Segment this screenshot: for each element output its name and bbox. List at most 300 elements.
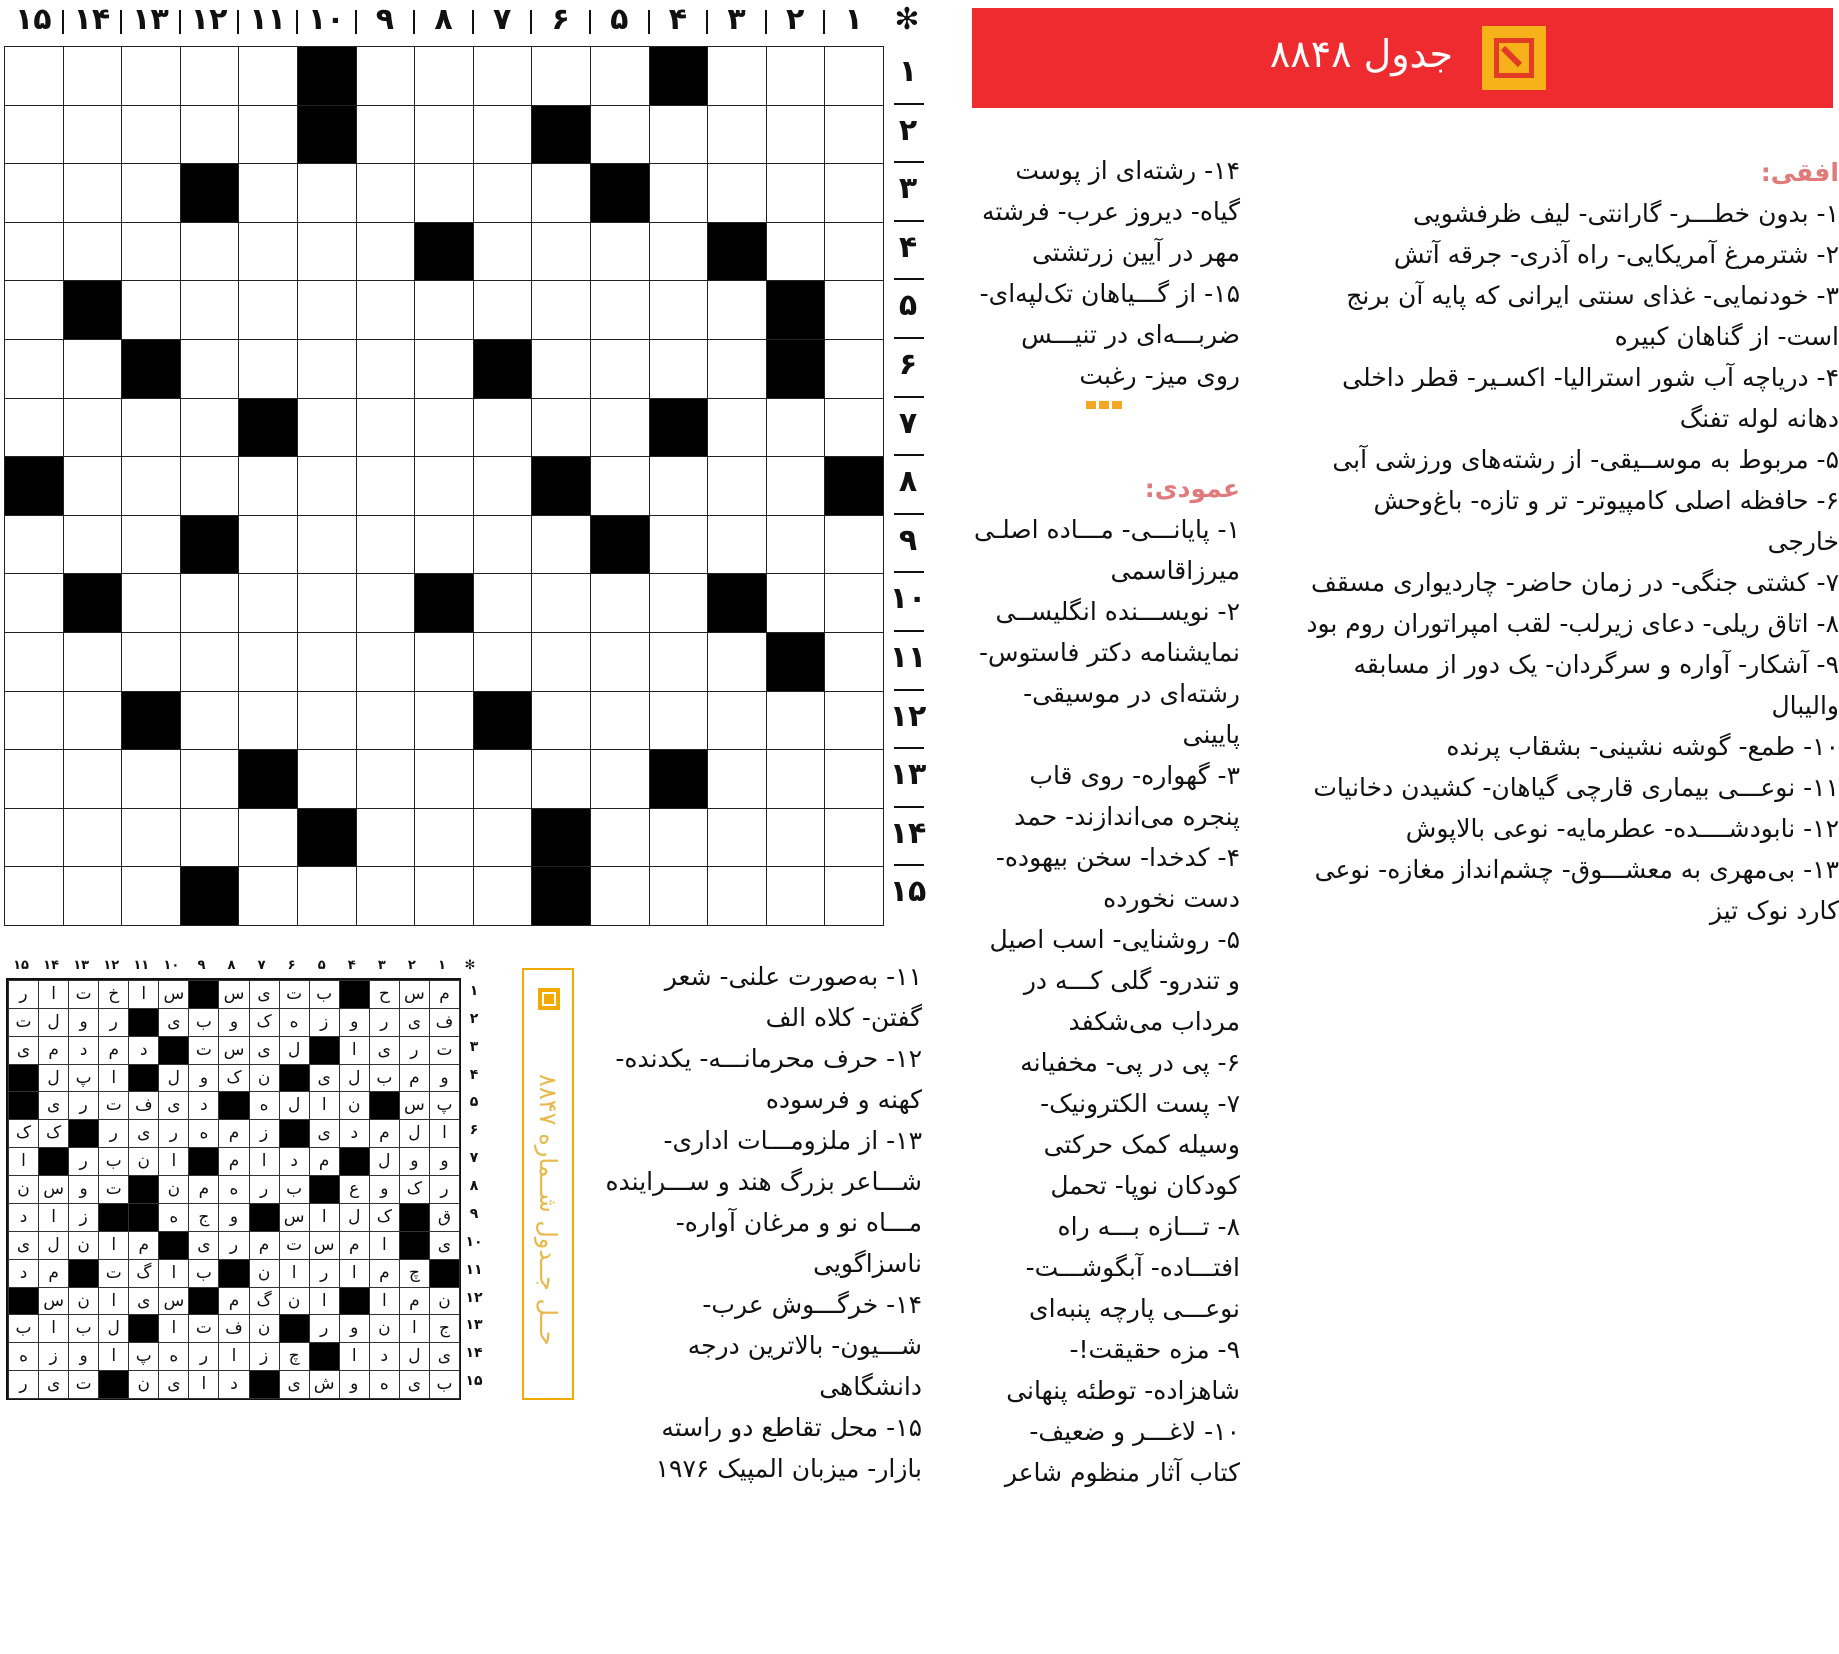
separator-dots-icon bbox=[1086, 394, 1126, 402]
grid-cell[interactable] bbox=[649, 808, 709, 868]
row-separator bbox=[894, 220, 924, 222]
grid-cell[interactable] bbox=[121, 46, 181, 106]
grid-cell[interactable] bbox=[824, 222, 884, 282]
column-number: ۵ bbox=[610, 2, 629, 37]
grid-cell[interactable] bbox=[121, 222, 181, 282]
grid-cell[interactable] bbox=[473, 163, 533, 223]
grid-cell[interactable] bbox=[4, 163, 64, 223]
solution-cell: د bbox=[8, 1203, 39, 1232]
grid-cell[interactable] bbox=[63, 866, 123, 926]
across-heading: افقی: bbox=[1760, 158, 1839, 187]
grid-cell[interactable] bbox=[649, 515, 709, 575]
grid-cell[interactable] bbox=[356, 632, 416, 692]
grid-cell[interactable] bbox=[238, 280, 298, 340]
grid-cell[interactable] bbox=[649, 280, 709, 340]
grid-cell[interactable] bbox=[414, 222, 474, 282]
grid-cell[interactable] bbox=[121, 456, 181, 516]
solution-cell: م bbox=[188, 1175, 219, 1204]
grid-cell[interactable] bbox=[707, 573, 767, 633]
grid-cell[interactable] bbox=[414, 691, 474, 751]
grid-cell[interactable] bbox=[824, 808, 884, 868]
grid-cell[interactable] bbox=[824, 456, 884, 516]
down-clue-9: ۹- مزه حقیقت!- شاهزاده- توطئه پنهانی bbox=[1006, 1335, 1240, 1405]
grid-cell[interactable] bbox=[707, 515, 767, 575]
grid-cell[interactable] bbox=[238, 456, 298, 516]
grid-cell[interactable] bbox=[824, 573, 884, 633]
grid-cell[interactable] bbox=[707, 691, 767, 751]
grid-cell[interactable] bbox=[531, 691, 591, 751]
across-clue-12: ۱۲- نابودشــــده- عطرمایه- نوعی بالاپوش bbox=[1405, 814, 1839, 843]
solution-cell: ب bbox=[8, 1314, 39, 1343]
grid-cell[interactable] bbox=[63, 573, 123, 633]
solution-cell: ر bbox=[158, 1119, 189, 1148]
solution-label-box bbox=[522, 968, 574, 1400]
grid-cell[interactable] bbox=[4, 515, 64, 575]
solution-cell: ک bbox=[218, 1064, 249, 1093]
grid-cell[interactable] bbox=[531, 808, 591, 868]
solution-row-number: ۶ bbox=[469, 1122, 479, 1139]
solution-cell: و bbox=[339, 1314, 370, 1343]
grid-cell[interactable] bbox=[414, 339, 474, 399]
grid-cell[interactable] bbox=[414, 749, 474, 809]
grid-cell[interactable] bbox=[238, 105, 298, 165]
grid-cell[interactable] bbox=[414, 632, 474, 692]
column-number: ۶ bbox=[551, 2, 570, 37]
grid-cell[interactable] bbox=[180, 456, 240, 516]
grid-cell[interactable] bbox=[824, 691, 884, 751]
grid-cell[interactable] bbox=[63, 46, 123, 106]
solution-cell: چ bbox=[279, 1342, 310, 1371]
grid-cell[interactable] bbox=[297, 866, 357, 926]
solution-cell: س bbox=[399, 1091, 430, 1120]
solution-cell: چ bbox=[399, 1259, 430, 1288]
solution-cell: ز bbox=[309, 1008, 340, 1037]
grid-cell[interactable] bbox=[824, 46, 884, 106]
grid-cell[interactable] bbox=[531, 515, 591, 575]
grid-cell[interactable] bbox=[297, 808, 357, 868]
grid-cell[interactable] bbox=[356, 163, 416, 223]
grid-cell[interactable] bbox=[180, 398, 240, 458]
grid-cell[interactable] bbox=[4, 866, 64, 926]
grid-cell[interactable] bbox=[531, 632, 591, 692]
grid-cell[interactable] bbox=[238, 749, 298, 809]
grid-cell[interactable] bbox=[590, 749, 650, 809]
grid-cell[interactable] bbox=[180, 749, 240, 809]
grid-cell[interactable] bbox=[180, 515, 240, 575]
solution-cell bbox=[339, 980, 370, 1009]
grid-cell[interactable] bbox=[766, 339, 826, 399]
grid-cell[interactable] bbox=[4, 280, 64, 340]
solution-cell: ی bbox=[249, 1036, 280, 1065]
grid-cell[interactable] bbox=[180, 339, 240, 399]
solution-row-number: ۷ bbox=[469, 1150, 479, 1167]
column-number: ۱ bbox=[844, 2, 863, 37]
grid-cell[interactable] bbox=[180, 222, 240, 282]
grid-cell[interactable] bbox=[590, 339, 650, 399]
grid-cell[interactable] bbox=[63, 632, 123, 692]
solution-cell: س bbox=[38, 1287, 69, 1316]
grid-cell[interactable] bbox=[414, 163, 474, 223]
solution-cell: و bbox=[339, 1008, 370, 1037]
grid-cell[interactable] bbox=[121, 515, 181, 575]
grid-cell[interactable] bbox=[766, 632, 826, 692]
grid-cell[interactable] bbox=[590, 46, 650, 106]
grid-cell[interactable] bbox=[4, 222, 64, 282]
row-number: ۹ bbox=[898, 522, 918, 558]
grid-cell[interactable] bbox=[473, 573, 533, 633]
grid-cell[interactable] bbox=[531, 456, 591, 516]
grid-cell[interactable] bbox=[414, 808, 474, 868]
grid-cell[interactable] bbox=[63, 222, 123, 282]
grid-cell[interactable] bbox=[531, 749, 591, 809]
grid-cell[interactable] bbox=[238, 808, 298, 868]
solution-cell bbox=[188, 980, 219, 1009]
grid-cell[interactable] bbox=[63, 163, 123, 223]
row-number: ۷ bbox=[898, 405, 918, 441]
grid-cell[interactable] bbox=[766, 163, 826, 223]
solution-cell: ی bbox=[429, 1342, 460, 1371]
grid-cell[interactable] bbox=[297, 339, 357, 399]
grid-cell[interactable] bbox=[297, 515, 357, 575]
grid-cell[interactable] bbox=[590, 808, 650, 868]
grid-cell[interactable] bbox=[766, 691, 826, 751]
grid-cell[interactable] bbox=[238, 573, 298, 633]
grid-cell[interactable] bbox=[63, 808, 123, 868]
column-number: ۳ bbox=[727, 2, 746, 37]
grid-cell[interactable] bbox=[531, 398, 591, 458]
grid-cell[interactable] bbox=[473, 515, 533, 575]
grid-cell[interactable] bbox=[824, 632, 884, 692]
solution-cell: ل bbox=[339, 1064, 370, 1093]
grid-cell[interactable] bbox=[297, 749, 357, 809]
grid-cell[interactable] bbox=[63, 105, 123, 165]
grid-cell[interactable] bbox=[707, 46, 767, 106]
grid-cell[interactable] bbox=[824, 398, 884, 458]
grid-cell[interactable] bbox=[356, 280, 416, 340]
grid-cell[interactable] bbox=[121, 339, 181, 399]
grid-cell[interactable] bbox=[356, 456, 416, 516]
grid-cell[interactable] bbox=[4, 808, 64, 868]
grid-cell[interactable] bbox=[590, 398, 650, 458]
down-clue-3: ۳- گهواره- روی قاب پنجره می‌اندازند- حمد bbox=[1014, 761, 1240, 831]
grid-cell[interactable] bbox=[356, 866, 416, 926]
grid-cell[interactable] bbox=[63, 515, 123, 575]
grid-cell[interactable] bbox=[180, 691, 240, 751]
grid-cell[interactable] bbox=[414, 866, 474, 926]
grid-cell[interactable] bbox=[4, 573, 64, 633]
grid-cell[interactable] bbox=[180, 280, 240, 340]
solution-cell: ر bbox=[8, 980, 39, 1009]
grid-cell[interactable] bbox=[707, 749, 767, 809]
grid-cell[interactable] bbox=[766, 866, 826, 926]
solution-cell: ر bbox=[68, 1091, 99, 1120]
grid-cell[interactable] bbox=[4, 398, 64, 458]
grid-cell[interactable] bbox=[766, 573, 826, 633]
grid-cell[interactable] bbox=[121, 866, 181, 926]
solution-cell: ا bbox=[399, 1314, 430, 1343]
grid-cell[interactable] bbox=[649, 691, 709, 751]
solution-cell bbox=[188, 1287, 219, 1316]
grid-cell[interactable] bbox=[473, 456, 533, 516]
grid-cell[interactable] bbox=[707, 632, 767, 692]
grid-cell[interactable] bbox=[473, 339, 533, 399]
grid-cell[interactable] bbox=[356, 691, 416, 751]
grid-cell[interactable] bbox=[707, 163, 767, 223]
grid-cell[interactable] bbox=[414, 105, 474, 165]
grid-cell[interactable] bbox=[356, 46, 416, 106]
grid-cell[interactable] bbox=[649, 866, 709, 926]
grid-cell[interactable] bbox=[707, 280, 767, 340]
grid-cell[interactable] bbox=[356, 808, 416, 868]
grid-cell[interactable] bbox=[766, 280, 826, 340]
grid-cell[interactable] bbox=[531, 573, 591, 633]
grid-cell[interactable] bbox=[590, 691, 650, 751]
grid-cell[interactable] bbox=[649, 105, 709, 165]
grid-cell[interactable] bbox=[238, 398, 298, 458]
grid-cell[interactable] bbox=[531, 339, 591, 399]
grid-cell[interactable] bbox=[590, 163, 650, 223]
grid-cell[interactable] bbox=[63, 339, 123, 399]
grid-cell[interactable] bbox=[590, 456, 650, 516]
grid-cell[interactable] bbox=[4, 749, 64, 809]
grid-cell[interactable] bbox=[180, 632, 240, 692]
solution-row-number: ۵ bbox=[469, 1094, 479, 1111]
grid-cell[interactable] bbox=[4, 632, 64, 692]
solution-cell: م bbox=[249, 1231, 280, 1260]
grid-cell[interactable] bbox=[473, 222, 533, 282]
grid-cell[interactable] bbox=[121, 691, 181, 751]
grid-cell[interactable] bbox=[766, 222, 826, 282]
grid-cell[interactable] bbox=[531, 105, 591, 165]
across-clue-1: ۱- بدون خطـــر- گارانتی- لیف ظرفشویی bbox=[1412, 199, 1839, 228]
grid-cell[interactable] bbox=[180, 573, 240, 633]
grid-cell[interactable] bbox=[63, 456, 123, 516]
grid-cell[interactable] bbox=[356, 105, 416, 165]
grid-cell[interactable] bbox=[297, 398, 357, 458]
grid-cell[interactable] bbox=[180, 808, 240, 868]
grid-cell[interactable] bbox=[4, 105, 64, 165]
grid-cell[interactable] bbox=[4, 339, 64, 399]
solution-cell: ن bbox=[68, 1287, 99, 1316]
solution-cell: ل bbox=[158, 1064, 189, 1093]
grid-cell[interactable] bbox=[238, 515, 298, 575]
grid-cell[interactable] bbox=[297, 105, 357, 165]
grid-cell[interactable] bbox=[473, 280, 533, 340]
grid-cell[interactable] bbox=[356, 749, 416, 809]
grid-cell[interactable] bbox=[297, 222, 357, 282]
solution-cell: ی bbox=[158, 1008, 189, 1037]
grid-cell[interactable] bbox=[824, 105, 884, 165]
grid-cell[interactable] bbox=[649, 456, 709, 516]
solution-cell: ر bbox=[8, 1370, 39, 1399]
grid-cell[interactable] bbox=[356, 222, 416, 282]
grid-cell[interactable] bbox=[297, 456, 357, 516]
grid-cell[interactable] bbox=[297, 691, 357, 751]
grid-cell[interactable] bbox=[473, 46, 533, 106]
row-separator bbox=[894, 103, 924, 105]
grid-cell[interactable] bbox=[297, 163, 357, 223]
solution-cell: ز bbox=[249, 1119, 280, 1148]
solution-cell: ن bbox=[429, 1287, 460, 1316]
grid-cell[interactable] bbox=[766, 808, 826, 868]
solution-label: حــل جــدول شــماره ۸۸۴۷ bbox=[534, 1074, 562, 1346]
solution-cell: ی bbox=[158, 1091, 189, 1120]
grid-cell[interactable] bbox=[180, 46, 240, 106]
solution-cell: ا bbox=[38, 1203, 69, 1232]
grid-cell[interactable] bbox=[414, 456, 474, 516]
grid-cell[interactable] bbox=[121, 105, 181, 165]
grid-cell[interactable] bbox=[766, 456, 826, 516]
row-number: ۱۳ bbox=[889, 757, 927, 793]
grid-cell[interactable] bbox=[238, 222, 298, 282]
grid-cell[interactable] bbox=[531, 280, 591, 340]
grid-cell[interactable] bbox=[238, 163, 298, 223]
grid-cell[interactable] bbox=[824, 280, 884, 340]
solution-cell: ر bbox=[309, 1259, 340, 1288]
grid-cell[interactable] bbox=[238, 632, 298, 692]
solution-cell: ف bbox=[429, 1008, 460, 1037]
grid-cell[interactable] bbox=[4, 46, 64, 106]
column-number: ۴ bbox=[668, 2, 688, 37]
grid-cell[interactable] bbox=[121, 573, 181, 633]
solution-cell: و bbox=[218, 1203, 249, 1232]
grid-cell[interactable] bbox=[473, 398, 533, 458]
grid-cell[interactable] bbox=[824, 339, 884, 399]
grid-cell[interactable] bbox=[590, 222, 650, 282]
grid-cell[interactable] bbox=[531, 866, 591, 926]
grid-cell[interactable] bbox=[766, 515, 826, 575]
grid-cell[interactable] bbox=[121, 163, 181, 223]
grid-cell[interactable] bbox=[649, 222, 709, 282]
grid-cell[interactable] bbox=[121, 749, 181, 809]
solution-cell: ن bbox=[249, 1064, 280, 1093]
grid-cell[interactable] bbox=[766, 749, 826, 809]
grid-cell[interactable] bbox=[590, 105, 650, 165]
grid-cell[interactable] bbox=[4, 456, 64, 516]
grid-cell[interactable] bbox=[238, 866, 298, 926]
grid-cell[interactable] bbox=[297, 632, 357, 692]
grid-cell[interactable] bbox=[297, 573, 357, 633]
solution-cell: ل bbox=[98, 1314, 129, 1343]
grid-cell[interactable] bbox=[63, 280, 123, 340]
grid-cell[interactable] bbox=[531, 222, 591, 282]
grid-cell[interactable] bbox=[473, 749, 533, 809]
solution-cell: ت bbox=[98, 1175, 129, 1204]
grid-cell[interactable] bbox=[63, 749, 123, 809]
down-clue-4: ۴- کدخدا- سخن بیهوده- دست نخورده bbox=[995, 843, 1240, 913]
grid-cell[interactable] bbox=[4, 691, 64, 751]
grid-cell[interactable] bbox=[297, 46, 357, 106]
solution-cell: ا bbox=[249, 1147, 280, 1176]
solution-cell bbox=[8, 1064, 39, 1093]
grid-cell[interactable] bbox=[824, 515, 884, 575]
grid-cell[interactable] bbox=[473, 866, 533, 926]
grid-cell[interactable] bbox=[707, 339, 767, 399]
grid-cell[interactable] bbox=[590, 866, 650, 926]
grid-cell[interactable] bbox=[238, 46, 298, 106]
grid-cell[interactable] bbox=[707, 456, 767, 516]
solution-cell: ر bbox=[249, 1175, 280, 1204]
grid-cell[interactable] bbox=[414, 573, 474, 633]
grid-cell[interactable] bbox=[707, 222, 767, 282]
grid-cell[interactable] bbox=[414, 515, 474, 575]
grid-cell[interactable] bbox=[649, 46, 709, 106]
grid-cell[interactable] bbox=[766, 46, 826, 106]
grid-cell[interactable] bbox=[473, 691, 533, 751]
grid-cell[interactable] bbox=[356, 398, 416, 458]
grid-cell[interactable] bbox=[356, 573, 416, 633]
grid-cell[interactable] bbox=[121, 280, 181, 340]
grid-cell[interactable] bbox=[297, 280, 357, 340]
row-number: ۶ bbox=[898, 347, 918, 382]
grid-cell[interactable] bbox=[531, 46, 591, 106]
grid-cell[interactable] bbox=[707, 398, 767, 458]
grid-cell[interactable] bbox=[590, 280, 650, 340]
grid-cell[interactable] bbox=[121, 632, 181, 692]
grid-cell[interactable] bbox=[766, 398, 826, 458]
grid-cell[interactable] bbox=[707, 808, 767, 868]
grid-cell[interactable] bbox=[649, 573, 709, 633]
grid-cell[interactable] bbox=[180, 105, 240, 165]
grid-cell[interactable] bbox=[824, 866, 884, 926]
grid-cell[interactable] bbox=[180, 163, 240, 223]
grid-cell[interactable] bbox=[473, 808, 533, 868]
solution-cell bbox=[218, 1091, 249, 1120]
grid-cell[interactable] bbox=[414, 280, 474, 340]
grid-cell[interactable] bbox=[649, 398, 709, 458]
grid-cell[interactable] bbox=[180, 866, 240, 926]
grid-cell[interactable] bbox=[238, 691, 298, 751]
grid-cell[interactable] bbox=[824, 163, 884, 223]
grid-cell[interactable] bbox=[414, 46, 474, 106]
grid-cell[interactable] bbox=[238, 339, 298, 399]
grid-cell[interactable] bbox=[590, 515, 650, 575]
grid-cell[interactable] bbox=[121, 808, 181, 868]
grid-cell[interactable] bbox=[356, 339, 416, 399]
grid-cell[interactable] bbox=[707, 105, 767, 165]
row-separator bbox=[894, 161, 924, 163]
grid-cell[interactable] bbox=[63, 691, 123, 751]
solution-cell bbox=[309, 1036, 340, 1065]
solution-cell: ر bbox=[369, 1008, 400, 1037]
grid-cell[interactable] bbox=[63, 398, 123, 458]
grid-cell[interactable] bbox=[473, 105, 533, 165]
grid-cell[interactable] bbox=[473, 632, 533, 692]
solution-cell: ا bbox=[429, 1119, 460, 1148]
grid-cell[interactable] bbox=[414, 398, 474, 458]
solution-cell: م bbox=[339, 1231, 370, 1260]
solution-cell: د bbox=[369, 1342, 400, 1371]
grid-cell[interactable] bbox=[356, 515, 416, 575]
grid-cell[interactable] bbox=[649, 163, 709, 223]
solution-cell: م bbox=[218, 1147, 249, 1176]
grid-cell[interactable] bbox=[531, 163, 591, 223]
solution-cell: ا bbox=[339, 1342, 370, 1371]
grid-cell[interactable] bbox=[707, 866, 767, 926]
down-clue-12: ۱۲- حرف محرمانـــه- یکدنده- کهنه و فرسوده bbox=[615, 1044, 922, 1114]
grid-cell[interactable] bbox=[649, 632, 709, 692]
grid-cell[interactable] bbox=[649, 749, 709, 809]
grid-cell[interactable] bbox=[649, 339, 709, 399]
grid-cell[interactable] bbox=[766, 105, 826, 165]
grid-cell[interactable] bbox=[121, 398, 181, 458]
grid-cell[interactable] bbox=[824, 749, 884, 809]
solution-cell: ل bbox=[279, 1091, 310, 1120]
solution-cell: س bbox=[279, 1203, 310, 1232]
solution-cell: ا bbox=[218, 1342, 249, 1371]
grid-cell[interactable] bbox=[590, 632, 650, 692]
grid-cell[interactable] bbox=[590, 573, 650, 633]
